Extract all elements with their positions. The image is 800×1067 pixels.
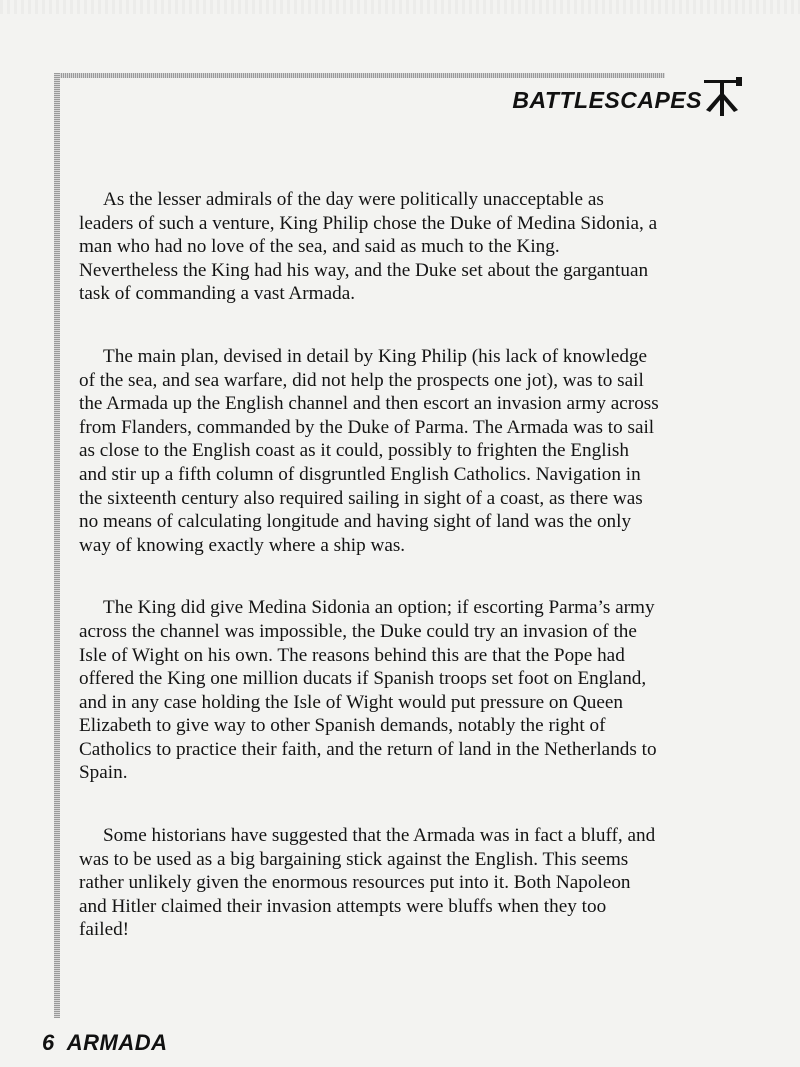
paragraph: As the lesser admirals of the day were politically unacceptable as leaders of such a venture, King Philip chose the Duke of Medina Sidonia, a man who had no love of the sea, and said as much to the King. Nevertheless the King had his way, and the Duke set about the gargantuan task of commanding a vast Armada. — [79, 189, 658, 305]
brand-title: BATTLESCAPES — [512, 86, 702, 113]
page-header — [512, 80, 744, 120]
scan-artifact — [0, 0, 800, 14]
body-text — [79, 188, 659, 942]
page-number: 6 — [42, 1030, 55, 1055]
frame-top-rule — [55, 73, 665, 78]
paragraph: The King did give Medina Sidonia an option; if escorting Parma’s army across the channel was impossible, the Duke could try an invasion of the Isle of Wight on his own. The reasons behind this are that the Pope had offered the King one million ducats if Spanish troops set foot on England, and in any case holding the Isle of Wight would put pressure on Queen Elizabeth to give way to other Spanish demands, notably the right of Catholics to practice their faith, and the return of land in the Netherlands to Spain. — [79, 597, 657, 784]
paragraph: Some historians have suggested that the Armada was in fact a bluff, and was to be used as a big bargaining stick against the English. This seems rather unlikely given the enormous resources put into it. Both Napoleon and Hitler claimed their invasion attempts were bluffs when they too failed! — [79, 825, 656, 941]
frame-left-rule — [54, 73, 60, 1018]
paragraph: The main plan, devised in detail by King Philip (his lack of knowledge of the sea, and sea warfare, did not help the prospects one jot), was to sail the Armada up the English channel and then escort an invasion army across from Flanders, commanded by the Duke of Parma. The Armada was to sail as close to the English coast as it could, possibly to frighten the English and stir up a fifth column of disgruntled English Catholics. Navigation in the sixteenth century also required sailing in sight of a coast, as there was no means of calculating longitude and having sight of land was the only way of knowing exactly where a ship was. — [79, 345, 659, 556]
footer-title: ARMADA — [66, 1030, 168, 1055]
page-footer — [42, 1030, 168, 1056]
battlescapes-logo-icon — [698, 76, 744, 118]
